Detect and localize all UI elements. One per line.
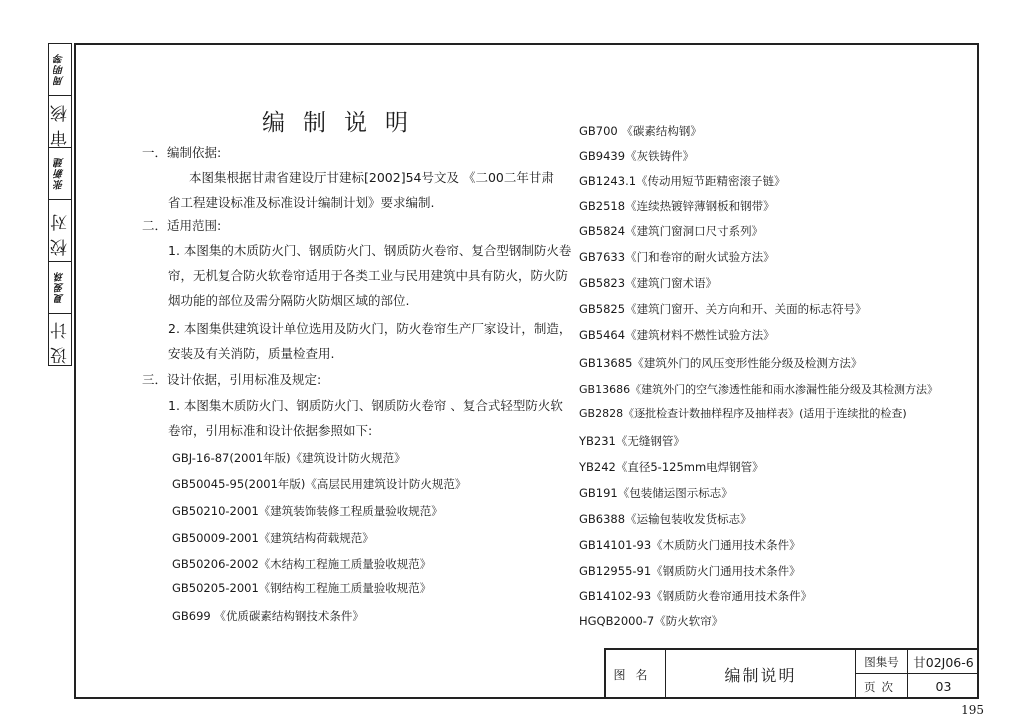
left-ref-item: GB50205-2001《钢结构工程施工质量验收规范》 [172, 581, 432, 595]
section-3-text-line-2: 卷帘，引用标准和设计依据参照如下: [168, 423, 373, 438]
left-ref-item: GB50206-2002《木结构工程施工质量验收规范》 [172, 557, 432, 571]
left-ref-item: GB50009-2001《建筑结构荷载规范》 [172, 531, 374, 545]
right-ref-item: GB1243.1《传动用短节距精密滚子链》 [579, 174, 786, 188]
strip-checker-name-cell [49, 148, 71, 200]
section-1-heading: 一．编制依据: [142, 145, 222, 160]
right-ref-item: GB9439《灰铁铸件》 [579, 149, 695, 163]
right-ref-item: GB14101-93《木质防火门通用技术条件》 [579, 538, 801, 552]
review-label: 审核 [50, 96, 71, 147]
right-ref-item: GB5464《建筑材料不燃性试验方法》 [579, 328, 775, 342]
strip-reviewer-name-cell [49, 44, 71, 96]
section-2-text-line-5: 安装及有关消防，质量检查用. [168, 346, 335, 361]
section-2-text-line-4: 2. 本图集供建筑设计单位选用及防火门，防火卷帘生产厂家设计，制造， [168, 321, 572, 336]
design-label: 设计 [50, 314, 71, 364]
drawing-name-label: 图名 [606, 650, 666, 699]
left-ref-item: GB50210-2001《建筑装饰装修工程质量验收规范》 [172, 504, 443, 518]
strip-review-cell [49, 96, 71, 148]
checker-signature: 张新建 [54, 157, 66, 190]
page-value: 03 [935, 679, 952, 694]
left-ref-item: GB50045-95(2001年版)《高层民用建筑设计防火规范》 [172, 477, 467, 491]
right-ref-item: GB191《包装储运图示标志》 [579, 486, 733, 500]
atlas-number-label: 图集号 [856, 650, 908, 674]
right-ref-item: GB5824《建筑门窗洞口尺寸系列》 [579, 224, 764, 238]
right-ref-item: GB700 《碳素结构钢》 [579, 124, 702, 138]
section-2-heading: 二．适用范围: [142, 218, 222, 233]
right-ref-item: GB5825《建筑门窗开、关方向和开、关面的标志符号》 [579, 302, 867, 316]
left-ref-item: GBJ-16-87(2001年版)《建筑设计防火规范》 [172, 451, 406, 465]
right-ref-item: GB13685《建筑外门的风压变形性能分级及检测方法》 [579, 356, 863, 370]
right-ref-item: GB13686《建筑外门的空气渗透性能和雨水渗漏性能分级及其检测方法》 [579, 383, 939, 396]
strip-design-cell [49, 314, 71, 364]
right-ref-item: YB231《无缝钢管》 [579, 434, 685, 448]
designer-signature: 夏爱珠 [54, 271, 66, 304]
right-ref-item: GB2828《逐批检查计数抽样程序及抽样表》(适用于连续批的检查) [579, 407, 907, 420]
atlas-number-value: 甘02J06-6 [908, 650, 979, 674]
section-2-text-line-3: 烟功能的部位及需分隔防火防烟区域的部位. [168, 293, 410, 308]
signature-strip [48, 43, 72, 366]
section-2-text-line-1: 1. 本图集的木质防火门、钢质防火门、钢质防火卷帘、复合型钢制防火卷 [168, 243, 572, 258]
right-ref-item: GB14102-93《钢质防火卷帘通用技术条件》 [579, 589, 813, 603]
section-2-text-line-2: 帘，无机复合防火软卷帘适用于各类工业与民用建筑中具有防火，防火防 [168, 268, 569, 283]
section-3-heading: 三．设计依据，引用标准及规定: [142, 372, 322, 387]
page-number: 195 [961, 703, 984, 717]
right-ref-item: YB242《直径5-125mm电焊钢管》 [579, 460, 764, 474]
strip-check-cell [49, 200, 71, 262]
right-ref-item: GB6388《运输包装收发货标志》 [579, 512, 752, 526]
right-ref-item: GB5823《建筑门窗术语》 [579, 276, 718, 290]
page-label: 页次 [856, 674, 908, 699]
right-ref-item: GB7633《门和卷帘的耐火试验方法》 [579, 250, 775, 264]
title-block [604, 648, 979, 699]
drawing-frame [74, 43, 979, 699]
drawing-name-value: 编制说明 [666, 650, 856, 699]
right-ref-item: HGQB2000-7《防火软帘》 [579, 614, 724, 628]
section-3-text-line-1: 1. 本图集木质防火门、钢质防火门、钢质防火卷帘 、复合式轻型防火软 [168, 398, 563, 413]
section-1-text-line-2: 省工程建设标准及标准设计编制计划》要求编制. [168, 195, 435, 210]
left-ref-item: GB699 《优质碳素结构钢技术条件》 [172, 609, 364, 623]
page-title: 编制说明 [262, 110, 426, 136]
right-ref-item: GB2518《连续热镀锌薄钢板和钢带》 [579, 199, 775, 213]
check-label: 校对 [50, 205, 71, 256]
strip-designer-name-cell [49, 262, 71, 314]
section-1-text-line-1: 本图集根据甘肃省建设厅甘建标[2002]54号文及 《二00二年甘肃 [189, 170, 554, 185]
reviewer-signature: 周明琴 [54, 53, 66, 86]
right-ref-item: GB12955-91《钢质防火门通用技术条件》 [579, 564, 801, 578]
